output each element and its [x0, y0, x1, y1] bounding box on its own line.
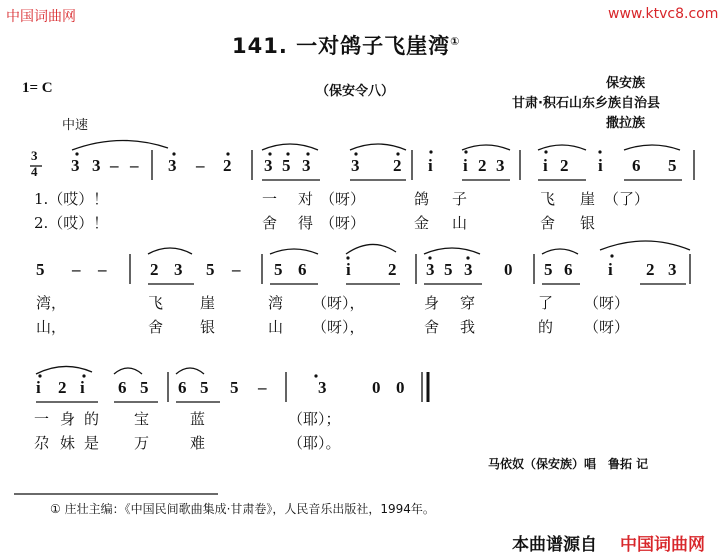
note-dash: –	[196, 156, 205, 175]
source-label: 本曲谱源自	[512, 535, 597, 555]
note: 2	[478, 156, 487, 175]
note-rest: 0	[372, 378, 381, 397]
lyric-v2: 我	[460, 318, 476, 336]
region-ethnic-1: 保安族	[606, 76, 646, 91]
note: i	[543, 156, 548, 175]
note-dash: –	[130, 156, 139, 175]
song-title: 141. 一对鸽子飞崖湾①	[232, 34, 461, 58]
lyric-v2: 舍	[540, 214, 556, 232]
note: 2	[58, 378, 67, 397]
title-footnote-mark: ①	[450, 35, 461, 48]
note: 3	[668, 260, 677, 279]
note: 3	[426, 260, 435, 279]
note: 3	[168, 156, 177, 175]
note: i	[428, 156, 433, 175]
lyric-v1: 1.（哎）！	[34, 190, 109, 208]
lyric-v1: 崖	[580, 190, 596, 208]
note: 6	[298, 260, 307, 279]
lyric-v2: 2.（哎）！	[34, 214, 109, 232]
lyric-v2: （呀），	[312, 318, 365, 336]
lyric-v2: 山	[452, 214, 468, 232]
lyric-v2: 难	[190, 434, 206, 452]
lyric-v1: 蓝	[190, 410, 206, 428]
lyric-v2: 舍	[424, 318, 440, 336]
lyric-v1: 子	[452, 190, 468, 208]
footnote: ① 庄壮主编：《中国民间歌曲集成·甘肃卷》，人民音乐出版社，1994年。	[50, 502, 435, 516]
lyric-v1: 湾	[268, 294, 284, 312]
lyric-v1: 鸽	[414, 190, 430, 208]
note: 3	[71, 156, 80, 175]
lyric-v1: 崖	[200, 294, 216, 312]
lyric-v2: 金	[414, 214, 430, 232]
note: 5	[444, 260, 453, 279]
lyric-v1: 身	[424, 294, 440, 312]
note: 2	[150, 260, 159, 279]
note: 6	[564, 260, 573, 279]
lyric-v2: 是	[84, 434, 100, 452]
note: 2	[560, 156, 569, 175]
region-location: 甘肃·积石山东乡族自治县	[512, 96, 660, 111]
note: 5	[668, 156, 677, 175]
note: 5	[140, 378, 149, 397]
note: 6	[118, 378, 127, 397]
lyric-v2: 山，	[36, 318, 67, 336]
lyric-v2: 银	[200, 318, 216, 336]
note: i	[80, 378, 85, 397]
lyric-v2: 尕	[34, 434, 50, 452]
note-rest: 0	[504, 260, 513, 279]
watermark-top-left: 中国词曲网	[6, 9, 76, 25]
lyric-v1: 对	[298, 190, 314, 208]
note: 5	[274, 260, 283, 279]
note-dash: –	[98, 260, 107, 279]
watermark-top-right: www.ktvc8.com	[608, 6, 719, 22]
note: 5	[206, 260, 215, 279]
note: 3	[92, 156, 101, 175]
note: 2	[388, 260, 397, 279]
note: 5	[36, 260, 45, 279]
time-signature-bottom: 4	[31, 164, 38, 179]
lyric-v1: （呀）	[320, 190, 366, 208]
note: 6	[178, 378, 187, 397]
lyric-v1: （呀）	[584, 294, 630, 312]
note: i	[463, 156, 468, 175]
note: 3	[302, 156, 311, 175]
lyric-v2: 得	[298, 214, 314, 232]
lyric-v2: （呀）	[584, 318, 630, 336]
lyric-v1: 一	[262, 190, 278, 208]
note: 3	[174, 260, 183, 279]
lyric-v2: （耶）。	[288, 434, 341, 452]
lyric-v1: 一	[34, 410, 50, 428]
lyric-v1: 宝	[134, 410, 150, 428]
lyric-v2: 妹	[60, 434, 76, 452]
note-dash: –	[72, 260, 81, 279]
lyric-v1: 飞	[540, 190, 556, 208]
lyric-v1: 湾，	[36, 294, 67, 312]
note: 3	[464, 260, 473, 279]
note: i	[598, 156, 603, 175]
lyric-v2: 山	[268, 318, 284, 336]
lyric-v1: （呀），	[312, 294, 365, 312]
note: 2	[393, 156, 402, 175]
lyric-v1: 的	[84, 410, 100, 428]
lyric-v1: （耶）；	[288, 410, 341, 428]
note: 2	[223, 156, 232, 175]
lyric-v2: 舍	[148, 318, 164, 336]
note-rest: 0	[396, 378, 405, 397]
note: 3	[318, 378, 327, 397]
note: i	[608, 260, 613, 279]
note: 5	[200, 378, 209, 397]
note-dash: –	[232, 260, 241, 279]
note: 5	[230, 378, 239, 397]
source-site: 中国词曲网	[620, 535, 705, 555]
note-dash: –	[110, 156, 119, 175]
note-dash: –	[258, 378, 267, 397]
note: 2	[646, 260, 655, 279]
lyric-v1: 了	[538, 294, 554, 312]
song-subtitle: （保安令八）	[316, 84, 395, 99]
key-signature: 1= C	[22, 80, 53, 96]
lyric-v1: 身	[60, 410, 76, 428]
performer-credit: 马依奴（保安族）唱 鲁拓 记	[488, 457, 649, 471]
lyric-v2: 万	[134, 434, 150, 452]
note: 3	[351, 156, 360, 175]
lyric-v1: （了）	[604, 190, 650, 208]
note: 5	[282, 156, 291, 175]
lyric-v1: 飞	[148, 294, 164, 312]
note: 3	[496, 156, 505, 175]
region-ethnic-2: 撒拉族	[606, 116, 646, 131]
note: i	[36, 378, 41, 397]
lyric-v2: 的	[538, 318, 554, 336]
time-signature-top: 3	[31, 148, 38, 163]
lyric-v2: 舍	[262, 214, 278, 232]
lyric-v1: 穿	[460, 294, 476, 312]
lyric-v2: （呀）	[320, 214, 366, 232]
lyric-v2: 银	[580, 214, 596, 232]
note: 6	[632, 156, 641, 175]
note: 5	[544, 260, 553, 279]
tempo-marking: 中速	[62, 118, 89, 133]
note: 3	[264, 156, 273, 175]
note: i	[346, 260, 351, 279]
